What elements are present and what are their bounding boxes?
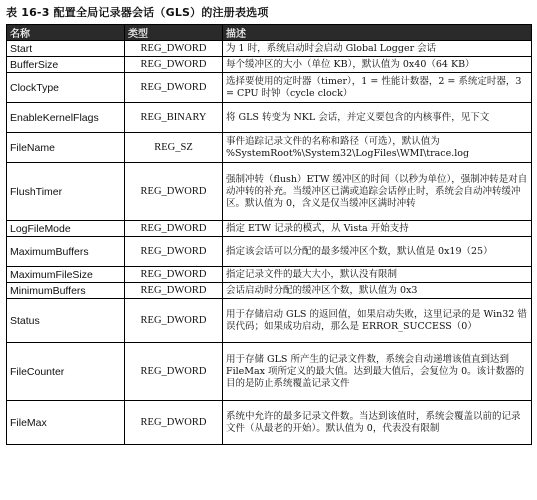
option-type: REG_DWORD	[125, 343, 223, 401]
option-description: 系统中允许的最多记录文件数。当达到该值时，系统会覆盖以前的记录文件（从最老的开始）。默认值为 0，代表没有限制	[223, 401, 532, 445]
option-description: 事件追踪记录文件的名称和路径（可选），默认值为 %SystemRoot%\System32\LogFiles\WMI\trace.log	[223, 133, 532, 163]
option-name: FlushTimer	[7, 163, 125, 221]
option-description: 用于存储 GLS 所产生的记录文件数，系统会自动递增该值直到达到 FileMax 项所定义的最大值。达到最大值后，会复位为 0。该计数器的目的是防止系统覆盖记录文件	[223, 343, 532, 401]
option-type: REG_SZ	[125, 133, 223, 163]
option-type: REG_DWORD	[125, 73, 223, 103]
option-description: 用于存储启动 GLS 的返回值，如果启动失败，这里记录的是 Win32 错误代码；如果成功启动，那么是 ERROR_SUCCESS（0）	[223, 299, 532, 343]
option-type: REG_DWORD	[125, 401, 223, 445]
option-type: REG_DWORD	[125, 163, 223, 221]
option-name: Start	[7, 41, 125, 57]
option-name: FileName	[7, 133, 125, 163]
option-type: REG_BINARY	[125, 103, 223, 133]
option-description: 强制冲转（flush）ETW 缓冲区的时间（以秒为单位），强制冲转是对自动冲转的补充。当缓冲区已满或追踪会话停止时，系统会自动冲转缓冲区。默认值为 0，含义是仅当缓冲区满时冲转	[223, 163, 532, 221]
table-caption: 表 16-3 配置全局记录器会话（GLS）的注册表选项	[6, 6, 269, 19]
option-type: REG_DWORD	[125, 237, 223, 267]
table-row	[7, 73, 532, 103]
option-name: MaximumBuffers	[7, 237, 125, 267]
option-type: REG_DWORD	[125, 267, 223, 283]
option-type: REG_DWORD	[125, 299, 223, 343]
option-description: 将 GLS 转变为 NKL 会话，并定义要包含的内核事件，见下文	[223, 103, 532, 133]
table-row	[7, 163, 532, 221]
table-row	[7, 343, 532, 401]
option-description: 选择要使用的定时器（timer），1 = 性能计数器，2 = 系统定时器，3 = CPU 时钟（cycle clock）	[223, 73, 532, 103]
option-description: 每个缓冲区的大小（单位 KB），默认值为 0x40（64 KB）	[223, 57, 532, 73]
option-description: 会话启动时分配的缓冲区个数，默认值为 0x3	[223, 283, 532, 299]
option-description: 指定 ETW 记录的模式，从 Vista 开始支持	[223, 221, 532, 237]
option-description: 为 1 时，系统启动时会启动 Global Logger 会话	[223, 41, 532, 57]
option-name: Status	[7, 299, 125, 343]
option-name: BufferSize	[7, 57, 125, 73]
option-description: 指定该会话可以分配的最多缓冲区个数，默认值是 0x19（25）	[223, 237, 532, 267]
registry-options-table	[6, 24, 532, 445]
header-name: 名称	[7, 25, 125, 41]
option-name: ClockType	[7, 73, 125, 103]
table-row	[7, 133, 532, 163]
option-name: MaximumFileSize	[7, 267, 125, 283]
option-name: LogFileMode	[7, 221, 125, 237]
header-description: 描述	[223, 25, 532, 41]
table-header-row	[7, 25, 532, 41]
table-row	[7, 103, 532, 133]
option-name: FileCounter	[7, 343, 125, 401]
table-row	[7, 221, 532, 237]
option-type: REG_DWORD	[125, 41, 223, 57]
option-name: MinimumBuffers	[7, 283, 125, 299]
table-row	[7, 237, 532, 267]
table-row	[7, 299, 532, 343]
option-name: EnableKernelFlags	[7, 103, 125, 133]
table-row	[7, 401, 532, 445]
table-row	[7, 41, 532, 57]
option-name: FileMax	[7, 401, 125, 445]
header-type: 类型	[125, 25, 223, 41]
table-row	[7, 267, 532, 283]
option-description: 指定记录文件的最大大小，默认没有限制	[223, 267, 532, 283]
option-type: REG_DWORD	[125, 57, 223, 73]
table-row	[7, 57, 532, 73]
option-type: REG_DWORD	[125, 221, 223, 237]
table-row	[7, 283, 532, 299]
option-type: REG_DWORD	[125, 283, 223, 299]
